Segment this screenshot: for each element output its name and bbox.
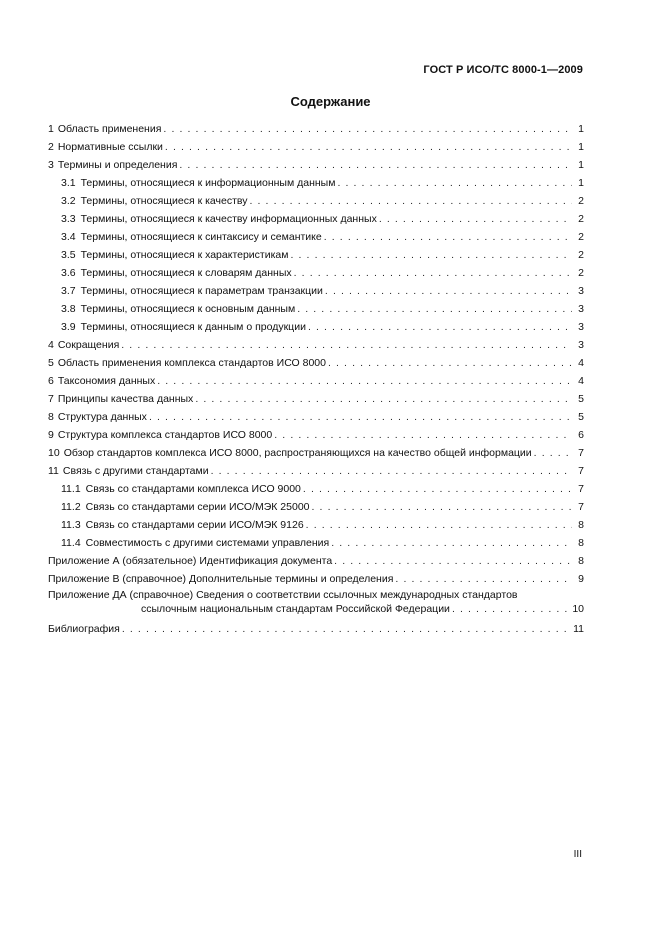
toc-entry-11-4[interactable] [48, 534, 584, 552]
toc-page: 3 [578, 321, 584, 333]
toc-label: Таксономия данных [57, 375, 156, 387]
toc-label: Связь со стандартами серии ИСО/МЭК 25000 [85, 501, 310, 513]
toc-label: Совместимость с другими системами управления [85, 537, 330, 549]
toc-page: 7 [578, 447, 584, 459]
toc-number: 3.4 [61, 231, 76, 243]
toc-entry-6[interactable] [48, 372, 584, 390]
toc-number: 11.1 [61, 483, 81, 495]
dot-leader [294, 264, 572, 282]
toc-entry-9[interactable] [48, 426, 584, 444]
toc-label: Библиография [48, 623, 120, 635]
toc-label: Обзор стандартов комплекса ИСО 8000, распространяющихся на качество общей информации [63, 447, 532, 459]
toc-label: Структура данных [57, 411, 147, 423]
toc-number: 11.4 [61, 537, 81, 549]
dot-leader [249, 192, 572, 210]
toc-number: 11 [48, 465, 59, 477]
toc-page: 5 [578, 393, 584, 405]
toc-number: 5 [48, 357, 54, 369]
dot-leader [163, 120, 572, 138]
toc-label: Связь со стандартами серии ИСО/МЭК 9126 [85, 519, 304, 531]
toc-label: Нормативные ссылки [57, 141, 163, 153]
toc-label: Термины, относящиеся к основным данным [80, 303, 296, 315]
dot-leader [274, 426, 572, 444]
toc-label: Термины, относящиеся к словарям данных [80, 267, 292, 279]
toc-entry-8[interactable] [48, 408, 584, 426]
toc-number: 3.3 [61, 213, 76, 225]
toc-page: 7 [578, 465, 584, 477]
toc-page: 2 [578, 249, 584, 261]
toc-entry-11-1[interactable] [48, 480, 584, 498]
toc-number: 3 [48, 159, 54, 171]
dot-leader [328, 354, 572, 372]
toc-page: 11 [573, 623, 584, 635]
toc-label: Приложение А (обязательное) Идентификация документа [48, 555, 333, 567]
toc-entry-3-1[interactable] [48, 174, 584, 192]
toc-label: Область применения комплекса стандартов ИСО 8000 [57, 357, 326, 369]
toc-page: 1 [578, 123, 584, 135]
table-of-contents [48, 120, 584, 638]
toc-number: 6 [48, 375, 54, 387]
toc-entry-3-2[interactable] [48, 192, 584, 210]
toc-label: Термины, относящиеся к характеристикам [80, 249, 289, 261]
dot-leader [165, 138, 572, 156]
toc-label: Сокращения [57, 339, 120, 351]
toc-page: 1 [578, 141, 584, 153]
dot-leader [157, 372, 572, 390]
toc-page: 8 [578, 555, 584, 567]
toc-page: 2 [578, 213, 584, 225]
toc-label: Приложение В (справочное) Дополнительные термины и определения [48, 573, 394, 585]
toc-page: 2 [578, 267, 584, 279]
toc-number: 3.8 [61, 303, 76, 315]
toc-entry-2[interactable] [48, 138, 584, 156]
toc-label: Термины, относящиеся к синтаксису и семантике [80, 231, 322, 243]
dot-leader [324, 228, 572, 246]
document-code: ГОСТ Р ИСО/ТС 8000-1—2009 [423, 64, 583, 76]
toc-entry-11-3[interactable] [48, 516, 584, 534]
dot-leader [306, 516, 572, 534]
page-title: Содержание [290, 94, 371, 109]
toc-entry-3-5[interactable] [48, 246, 584, 264]
toc-label-line1: Приложение ДА (справочное) Сведения о соответствии ссылочных международных стандартов [48, 589, 518, 601]
toc-label: Термины, относящиеся к данным о продукции [80, 321, 306, 333]
dot-leader [122, 620, 571, 638]
toc-number: 3.6 [61, 267, 76, 279]
toc-number: 11.3 [61, 519, 81, 531]
dot-leader [290, 246, 572, 264]
toc-number: 3.9 [61, 321, 76, 333]
dot-leader [308, 318, 572, 336]
page-number: III [573, 849, 582, 860]
toc-page: 5 [578, 411, 584, 423]
dot-leader [395, 570, 572, 588]
toc-number: 3.5 [61, 249, 76, 261]
toc-entry-11[interactable] [48, 462, 584, 480]
toc-entry-appendix-b[interactable] [48, 570, 584, 588]
toc-label: Принципы качества данных [57, 393, 194, 405]
dot-leader [179, 156, 572, 174]
toc-label: Термины и определения [57, 159, 178, 171]
toc-label: Область применения [57, 123, 162, 135]
toc-number: 3.2 [61, 195, 76, 207]
toc-entry-11-2[interactable] [48, 498, 584, 516]
toc-entry-4[interactable] [48, 336, 584, 354]
toc-number: 9 [48, 429, 54, 441]
dot-leader [334, 552, 572, 570]
toc-page: 9 [578, 573, 584, 585]
dot-leader [331, 534, 572, 552]
toc-entry-3-6[interactable] [48, 264, 584, 282]
toc-entry-10[interactable] [48, 444, 584, 462]
toc-label: Термины, относящиеся к информационным данным [80, 177, 336, 189]
toc-number: 11.2 [61, 501, 81, 513]
dot-leader [303, 480, 572, 498]
toc-page: 6 [578, 429, 584, 441]
toc-page: 2 [578, 231, 584, 243]
toc-page: 3 [578, 285, 584, 297]
toc-number: 3.1 [61, 177, 76, 189]
toc-entry-1[interactable] [48, 120, 584, 138]
toc-label: Термины, относящиеся к качеству информационных данных [80, 213, 377, 225]
dot-leader [312, 498, 573, 516]
toc-entry-appendix-a[interactable] [48, 552, 584, 570]
toc-label: Связь со стандартами комплекса ИСО 9000 [85, 483, 301, 495]
toc-label: Термины, относящиеся к качеству [80, 195, 248, 207]
dot-leader [195, 390, 572, 408]
toc-number: 8 [48, 411, 54, 423]
toc-page: 2 [578, 195, 584, 207]
dot-leader [452, 602, 570, 616]
toc-number: 1 [48, 123, 54, 135]
toc-label: Термины, относящиеся к параметрам транзакции [80, 285, 323, 297]
toc-number: 7 [48, 393, 54, 405]
toc-page: 3 [578, 339, 584, 351]
toc-number: 3.7 [61, 285, 76, 297]
toc-number: 4 [48, 339, 54, 351]
toc-label-line2: ссылочным национальным стандартам Российской Федерации [141, 603, 450, 615]
toc-page: 4 [578, 357, 584, 369]
dot-leader [337, 174, 572, 192]
toc-entry-3-9[interactable] [48, 318, 584, 336]
toc-number: 2 [48, 141, 54, 153]
toc-page: 7 [578, 483, 584, 495]
dot-leader [325, 282, 572, 300]
toc-page: 4 [578, 375, 584, 387]
dot-leader [379, 210, 572, 228]
toc-entry-3-7[interactable] [48, 282, 584, 300]
dot-leader [211, 462, 572, 480]
toc-entry-bibliography[interactable] [48, 620, 584, 638]
toc-entry-3[interactable] [48, 156, 584, 174]
toc-entry-5[interactable] [48, 354, 584, 372]
toc-number: 10 [48, 447, 60, 459]
toc-entry-3-4[interactable] [48, 228, 584, 246]
dot-leader [534, 444, 572, 462]
toc-page: 7 [578, 501, 584, 513]
toc-label: Структура комплекса стандартов ИСО 8000 [57, 429, 273, 441]
toc-page: 3 [578, 303, 584, 315]
toc-label: Связь с другими стандартами [62, 465, 209, 477]
toc-page: 8 [578, 537, 584, 549]
dot-leader [149, 408, 572, 426]
toc-page: 1 [578, 159, 584, 171]
toc-entry-3-8[interactable] [48, 300, 584, 318]
toc-entry-appendix-da[interactable] [48, 588, 584, 616]
dot-leader [121, 336, 572, 354]
toc-page: 10 [572, 603, 584, 615]
toc-page: 1 [578, 177, 584, 189]
toc-entry-7[interactable] [48, 390, 584, 408]
toc-page: 8 [578, 519, 584, 531]
dot-leader [297, 300, 572, 318]
toc-entry-3-3[interactable] [48, 210, 584, 228]
